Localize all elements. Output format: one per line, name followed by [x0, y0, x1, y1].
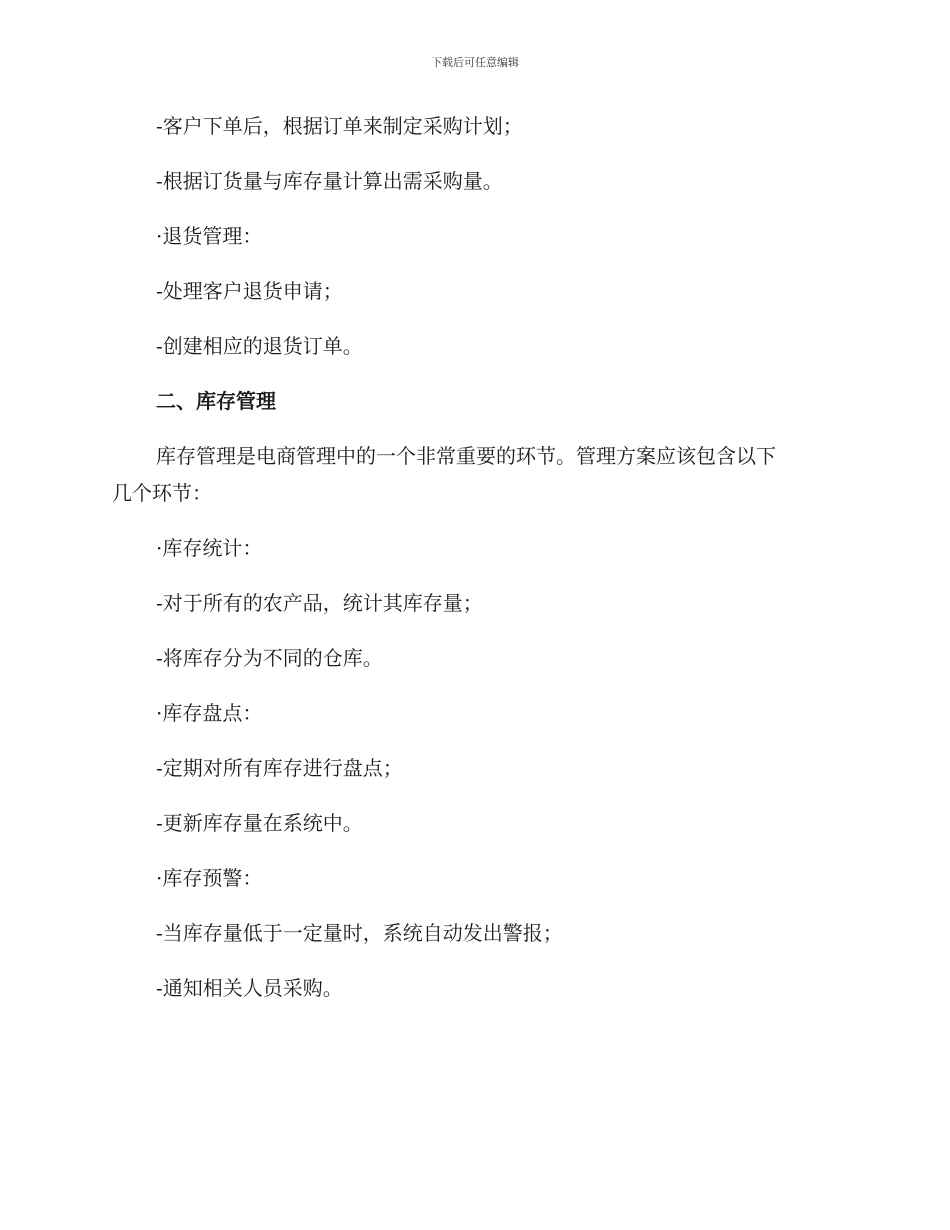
section-heading: 二、库存管理 [156, 389, 276, 413]
body-line: -处理客户退货申请； [156, 279, 343, 303]
paragraph-line: 几个环节： [112, 481, 212, 505]
body-line: -当库存量低于一定量时，系统自动发出警报； [156, 921, 563, 945]
document-body [112, 108, 832, 1025]
bullet-item-inventory-check: ·库存盘点： [156, 701, 263, 725]
body-line: -根据订货量与库存量计算出需采购量。 [156, 169, 503, 193]
bullet-item-return-management: ·退货管理： [156, 224, 263, 248]
body-line: -定期对所有库存进行盘点； [156, 756, 403, 780]
bullet-item-inventory-statistics: ·库存统计： [156, 536, 263, 560]
paragraph-text-1: 库存管理是电商管理中的一个非常重要的环节。管理方案应该包含以下 [156, 444, 776, 468]
body-line: -更新库存量在系统中。 [156, 811, 363, 835]
paragraph-line [112, 438, 832, 475]
body-line: -对于所有的农产品，统计其库存量； [156, 591, 483, 615]
body-line: -客户下单后，根据订单来制定采购计划； [156, 114, 523, 138]
page-header-note: 下载后可任意编辑 [431, 56, 519, 69]
body-line: -创建相应的退货订单。 [156, 334, 363, 358]
body-line: -通知相关人员采购。 [156, 976, 343, 1000]
bullet-item-inventory-warning: ·库存预警： [156, 866, 263, 890]
body-line: -将库存分为不同的仓库。 [156, 646, 383, 670]
